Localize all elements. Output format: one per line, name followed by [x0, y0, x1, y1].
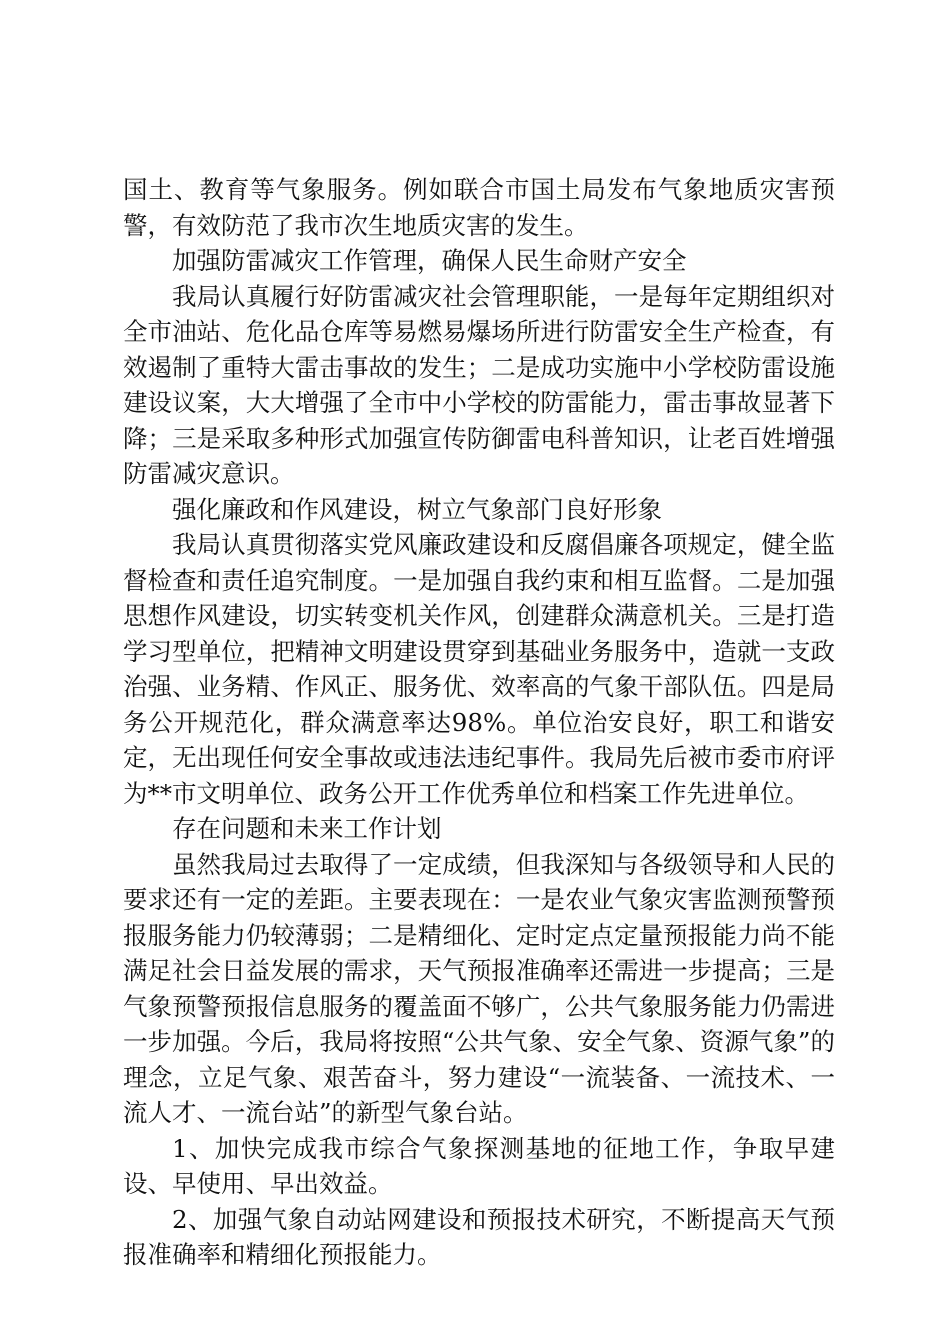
list-item-plan-1: 1、加快完成我市综合气象探测基地的征地工作，争取早建设、早使用、早出效益。: [123, 1133, 835, 1198]
paragraph-problems: 虽然我局过去取得了一定成绩，但我深知与各级领导和人民的要求还有一定的差距。主要表现在：一是农业气象灾害监测预警预报服务能力仍较薄弱；二是精细化、定时定点定量预报能力尚不能满足社会日益发展的需求，天气预报准确率还需进一步提高；三是气象预警预报信息服务的覆盖面不够广，公共气象服务能力仍需进一步加强。今后，我局将按照“公共气象、安全气象、资源气象”的理念，立足气象、艰苦奋斗，努力建设“一流装备、一流技术、一流人才、一流台站”的新型气象台站。: [123, 849, 835, 1127]
section-heading-lightning: 加强防雷减灾工作管理，确保人民生命财产安全: [172, 246, 687, 275]
paragraph-lightning: 我局认真履行好防雷减灾社会管理职能，一是每年定期组织对全市油站、危化品仓库等易燃易爆场所进行防雷安全生产检查，有效遏制了重特大雷击事故的发生；二是成功实施中小学校防雷设施建设议案，大大增强了全市中小学校的防雷能力，雷击事故显著下降；三是采取多种形式加强宣传防御雷电科普知识，让老百姓增强防雷减灾意识。: [123, 281, 835, 488]
section-heading-integrity: 强化廉政和作风建设，树立气象部门良好形象: [172, 494, 662, 524]
paragraph-continuation: 国土、教育等气象服务。例如联合市国土局发布气象地质灾害预警，有效防范了我市次生地质灾害的发生。: [123, 175, 835, 240]
paragraph-integrity: 我局认真贯彻落实党风廉政建设和反腐倡廉各项规定，健全监督检查和责任追究制度。一是加强自我约束和相互监督。二是加强思想作风建设，切实转变机关作风，创建群众满意机关。三是打造学习型单位，把精神文明建设贯穿到基础业务服务中，造就一支政治强、业务精、作风正、服务优、效率高的气象干部队伍。四是局务公开规范化，群众满意率达98%。单位治安良好，职工和谐安定，无出现任何安全事故或违法违纪事件。我局先后被市委市府评为**市文明单位、政务公开工作优秀单位和档案工作先进单位。: [123, 530, 835, 808]
list-item-plan-2: 2、加强气象自动站网建设和预报技术研究，不断提高天气预报准确率和精细化预报能力。: [123, 1204, 835, 1269]
section-heading-problems: 存在问题和未来工作计划: [172, 814, 442, 843]
document-body: [123, 172, 835, 1273]
